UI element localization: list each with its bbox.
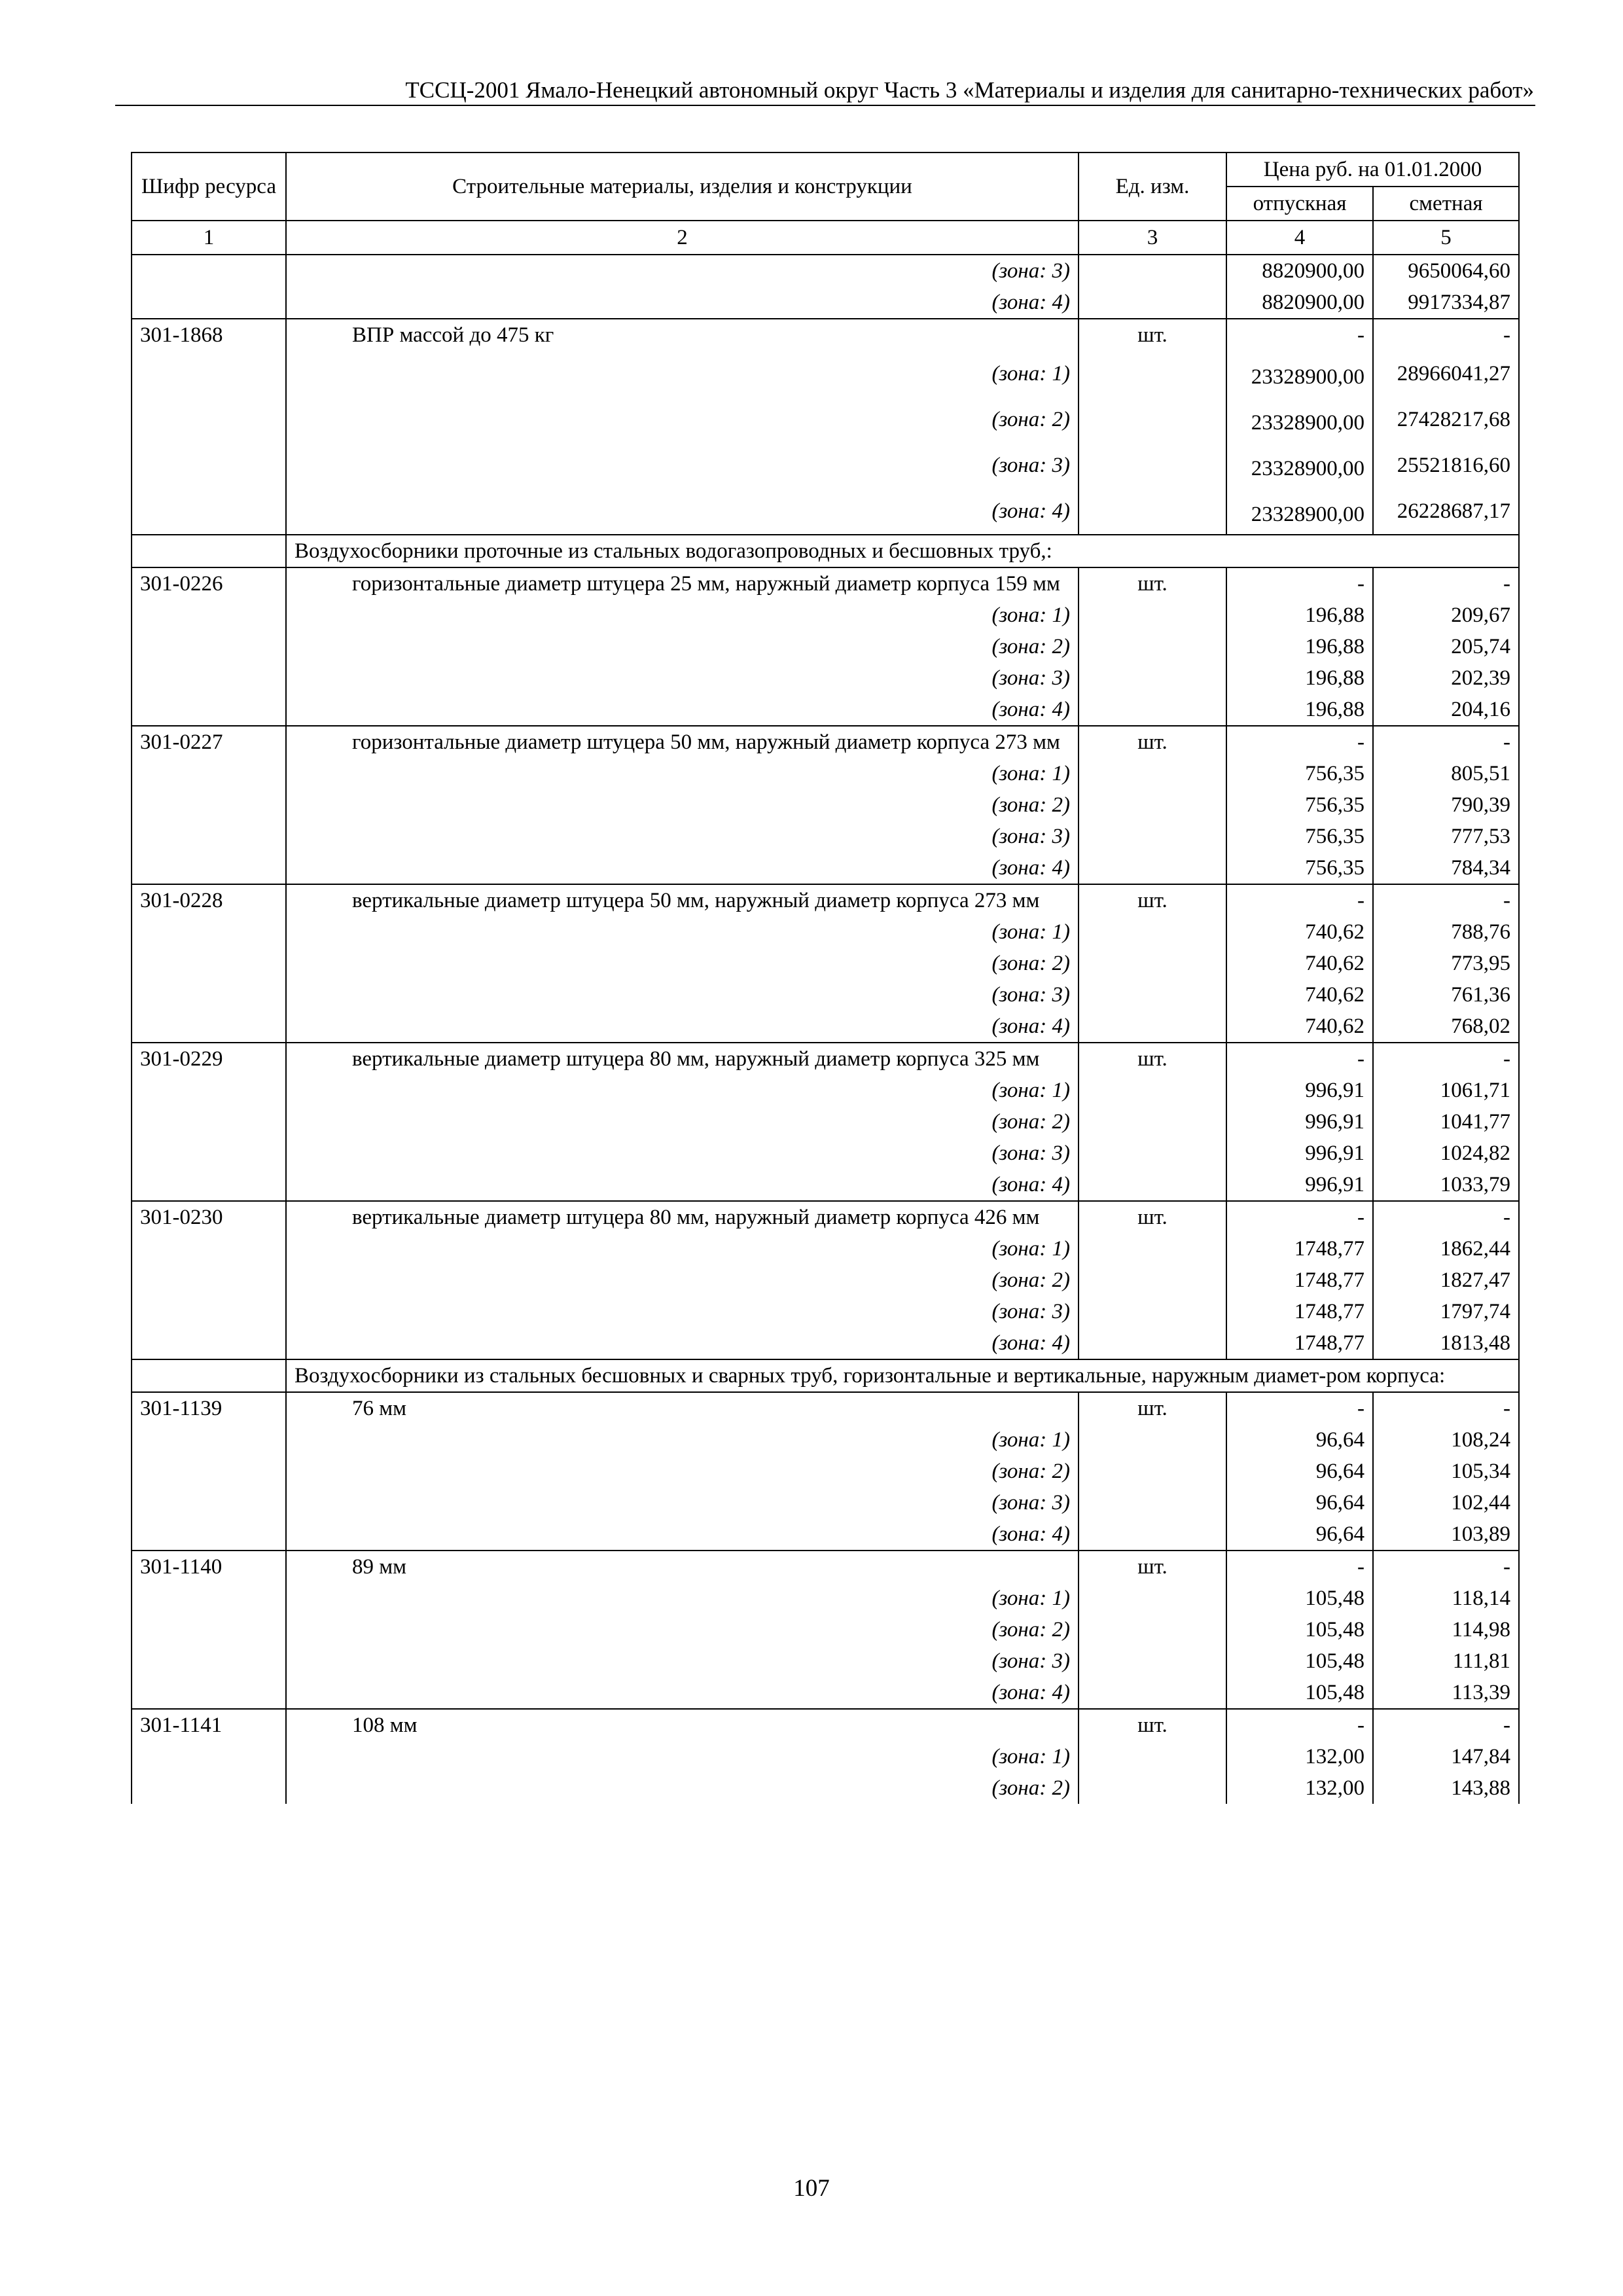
resource-name: ВПР массой до 475 кг bbox=[286, 319, 1079, 351]
estimate-price: 788,76 bbox=[1373, 916, 1519, 948]
zone-label: (зона: 3) bbox=[286, 442, 1079, 488]
estimate-price: 143,88 bbox=[1373, 1772, 1519, 1804]
estimate-price: - bbox=[1373, 567, 1519, 600]
col-number-5: 5 bbox=[1373, 221, 1519, 255]
zone-label: (зона: 4) bbox=[286, 1518, 1079, 1551]
release-price: 996,91 bbox=[1226, 1169, 1373, 1201]
table-row bbox=[132, 1138, 1519, 1169]
resource-code: 301-0230 bbox=[132, 1201, 286, 1233]
estimate-price: 777,53 bbox=[1373, 821, 1519, 852]
resource-code: 301-1139 bbox=[132, 1392, 286, 1424]
zone-label: (зона: 4) bbox=[286, 488, 1079, 535]
estimate-price: 113,39 bbox=[1373, 1677, 1519, 1709]
zone-label: (зона: 2) bbox=[286, 948, 1079, 979]
col-number-3: 3 bbox=[1079, 221, 1226, 255]
table-row bbox=[132, 1709, 1519, 1741]
release-price: - bbox=[1226, 726, 1373, 758]
release-price: 8820900,00 bbox=[1226, 255, 1373, 287]
table-row bbox=[132, 758, 1519, 789]
col-number-2: 2 bbox=[286, 221, 1079, 255]
zone-label: (зона: 2) bbox=[286, 1614, 1079, 1645]
release-price: 196,88 bbox=[1226, 694, 1373, 726]
zone-label: (зона: 2) bbox=[286, 631, 1079, 662]
estimate-price: 26228687,17 bbox=[1373, 488, 1519, 535]
zone-label: (зона: 3) bbox=[286, 255, 1079, 287]
zone-label: (зона: 3) bbox=[286, 662, 1079, 694]
release-price: 756,35 bbox=[1226, 789, 1373, 821]
table-row bbox=[132, 631, 1519, 662]
table-row bbox=[132, 1518, 1519, 1551]
table-row bbox=[132, 884, 1519, 916]
zone-label: (зона: 3) bbox=[286, 1138, 1079, 1169]
release-price: - bbox=[1226, 884, 1373, 916]
estimate-price: - bbox=[1373, 1392, 1519, 1424]
release-price: 23328900,00 bbox=[1226, 397, 1373, 442]
zone-label: (зона: 4) bbox=[286, 852, 1079, 884]
estimate-price: - bbox=[1373, 1709, 1519, 1741]
page-number: 107 bbox=[793, 2175, 830, 2202]
estimate-price: 147,84 bbox=[1373, 1741, 1519, 1772]
estimate-price: 1061,71 bbox=[1373, 1075, 1519, 1106]
col-header-price-group: Цена руб. на 01.01.2000 bbox=[1226, 152, 1519, 187]
table-row bbox=[132, 319, 1519, 351]
table-row bbox=[132, 1645, 1519, 1677]
zone-label: (зона: 4) bbox=[286, 1677, 1079, 1709]
table-row bbox=[132, 1551, 1519, 1583]
table-row bbox=[132, 948, 1519, 979]
section-heading: Воздухосборники из стальных бесшовных и сварных труб, горизонтальные и вертикальные, наружным диамет-ром корпуса: bbox=[286, 1359, 1519, 1392]
release-price: - bbox=[1226, 1392, 1373, 1424]
resource-name: вертикальные диаметр штуцера 80 мм, наружный диаметр корпуса 426 мм bbox=[286, 1201, 1079, 1233]
table-row bbox=[132, 1392, 1519, 1424]
resource-code: 301-0226 bbox=[132, 567, 286, 600]
estimate-price: 1862,44 bbox=[1373, 1233, 1519, 1265]
estimate-price: 805,51 bbox=[1373, 758, 1519, 789]
section-row bbox=[132, 1359, 1519, 1392]
release-price: 105,48 bbox=[1226, 1614, 1373, 1645]
table-row bbox=[132, 852, 1519, 884]
estimate-price: 25521816,60 bbox=[1373, 442, 1519, 488]
zone-label: (зона: 2) bbox=[286, 789, 1079, 821]
unit-cell: шт. bbox=[1079, 1551, 1226, 1583]
release-price: 105,48 bbox=[1226, 1645, 1373, 1677]
table-row bbox=[132, 1043, 1519, 1075]
resource-code: 301-0229 bbox=[132, 1043, 286, 1075]
estimate-price: 9650064,60 bbox=[1373, 255, 1519, 287]
estimate-price: 205,74 bbox=[1373, 631, 1519, 662]
release-price: 96,64 bbox=[1226, 1487, 1373, 1518]
col-header-release: отпускная bbox=[1226, 187, 1373, 221]
release-price: - bbox=[1226, 1551, 1373, 1583]
release-price: - bbox=[1226, 1201, 1373, 1233]
resource-name: горизонтальные диаметр штуцера 50 мм, наружный диаметр корпуса 273 мм bbox=[286, 726, 1079, 758]
zone-label: (зона: 1) bbox=[286, 1424, 1079, 1456]
table-row bbox=[132, 1487, 1519, 1518]
release-price: 96,64 bbox=[1226, 1518, 1373, 1551]
table-row bbox=[132, 694, 1519, 726]
estimate-price: 103,89 bbox=[1373, 1518, 1519, 1551]
unit-cell: шт. bbox=[1079, 884, 1226, 916]
unit-cell: шт. bbox=[1079, 1709, 1226, 1741]
zone-label: (зона: 1) bbox=[286, 1233, 1079, 1265]
estimate-price: 105,34 bbox=[1373, 1456, 1519, 1487]
table-row bbox=[132, 287, 1519, 319]
estimate-price: 773,95 bbox=[1373, 948, 1519, 979]
resource-name: 89 мм bbox=[286, 1551, 1079, 1583]
release-price: 23328900,00 bbox=[1226, 488, 1373, 535]
release-price: - bbox=[1226, 1709, 1373, 1741]
table-row bbox=[132, 1075, 1519, 1106]
table-row bbox=[132, 567, 1519, 600]
release-price: 996,91 bbox=[1226, 1106, 1373, 1138]
col-number-1: 1 bbox=[132, 221, 286, 255]
table-row bbox=[132, 979, 1519, 1011]
release-price: - bbox=[1226, 567, 1373, 600]
estimate-price: 790,39 bbox=[1373, 789, 1519, 821]
release-price: 96,64 bbox=[1226, 1424, 1373, 1456]
zone-label: (зона: 1) bbox=[286, 1583, 1079, 1614]
section-heading: Воздухосборники проточные из стальных водогазопроводных и бесшовных труб,: bbox=[286, 535, 1519, 567]
header-rule bbox=[115, 105, 1535, 106]
estimate-price: 1813,48 bbox=[1373, 1327, 1519, 1359]
resource-name: 108 мм bbox=[286, 1709, 1079, 1741]
release-price: 756,35 bbox=[1226, 852, 1373, 884]
release-price: 740,62 bbox=[1226, 1011, 1373, 1043]
table-row bbox=[132, 255, 1519, 287]
release-price: 756,35 bbox=[1226, 821, 1373, 852]
release-price: 1748,77 bbox=[1226, 1265, 1373, 1296]
zone-label: (зона: 3) bbox=[286, 821, 1079, 852]
estimate-price: 27428217,68 bbox=[1373, 397, 1519, 442]
col-header-unit: Ед. изм. bbox=[1079, 152, 1226, 221]
estimate-price: - bbox=[1373, 1043, 1519, 1075]
release-price: 196,88 bbox=[1226, 600, 1373, 631]
estimate-price: 761,36 bbox=[1373, 979, 1519, 1011]
release-price: 1748,77 bbox=[1226, 1327, 1373, 1359]
col-header-name: Строительные материалы, изделия и конструкции bbox=[286, 152, 1079, 221]
resource-name: вертикальные диаметр штуцера 50 мм, наружный диаметр корпуса 273 мм bbox=[286, 884, 1079, 916]
estimate-price: 209,67 bbox=[1373, 600, 1519, 631]
table-row bbox=[132, 1106, 1519, 1138]
estimate-price: 118,14 bbox=[1373, 1583, 1519, 1614]
table-row bbox=[132, 1741, 1519, 1772]
estimate-price: 768,02 bbox=[1373, 1011, 1519, 1043]
unit-cell: шт. bbox=[1079, 1043, 1226, 1075]
resource-name: вертикальные диаметр штуцера 80 мм, наружный диаметр корпуса 325 мм bbox=[286, 1043, 1079, 1075]
estimate-price: 108,24 bbox=[1373, 1424, 1519, 1456]
release-price: - bbox=[1226, 1043, 1373, 1075]
release-price: 1748,77 bbox=[1226, 1233, 1373, 1265]
estimate-price: - bbox=[1373, 1551, 1519, 1583]
estimate-price: 1024,82 bbox=[1373, 1138, 1519, 1169]
release-price: 740,62 bbox=[1226, 916, 1373, 948]
release-price: 132,00 bbox=[1226, 1772, 1373, 1804]
release-price: 105,48 bbox=[1226, 1583, 1373, 1614]
col-header-code: Шифр ресурса bbox=[132, 152, 286, 221]
table-row bbox=[132, 1614, 1519, 1645]
zone-label: (зона: 1) bbox=[286, 758, 1079, 789]
table-row bbox=[132, 1424, 1519, 1456]
table-row bbox=[132, 1677, 1519, 1709]
table-row bbox=[132, 1233, 1519, 1265]
unit-cell: шт. bbox=[1079, 567, 1226, 600]
estimate-price: - bbox=[1373, 319, 1519, 351]
release-price: 996,91 bbox=[1226, 1075, 1373, 1106]
table-row bbox=[132, 1456, 1519, 1487]
zone-label: (зона: 1) bbox=[286, 351, 1079, 397]
zone-label: (зона: 4) bbox=[286, 694, 1079, 726]
table-row bbox=[132, 1583, 1519, 1614]
section-row bbox=[132, 535, 1519, 567]
unit-cell: шт. bbox=[1079, 1201, 1226, 1233]
resource-code: 301-0227 bbox=[132, 726, 286, 758]
estimate-price: 784,34 bbox=[1373, 852, 1519, 884]
zone-label: (зона: 2) bbox=[286, 1772, 1079, 1804]
table-row bbox=[132, 789, 1519, 821]
zone-label: (зона: 4) bbox=[286, 1169, 1079, 1201]
zone-label: (зона: 2) bbox=[286, 1456, 1079, 1487]
estimate-price: 1033,79 bbox=[1373, 1169, 1519, 1201]
estimate-price: 9917334,87 bbox=[1373, 287, 1519, 319]
resource-name: горизонтальные диаметр штуцера 25 мм, наружный диаметр корпуса 159 мм bbox=[286, 567, 1079, 600]
release-price: 23328900,00 bbox=[1226, 442, 1373, 488]
table-row bbox=[132, 1265, 1519, 1296]
release-price: 996,91 bbox=[1226, 1138, 1373, 1169]
estimate-price: 114,98 bbox=[1373, 1614, 1519, 1645]
zone-label: (зона: 1) bbox=[286, 1741, 1079, 1772]
estimate-price: - bbox=[1373, 726, 1519, 758]
table-row bbox=[132, 1011, 1519, 1043]
estimate-price: 202,39 bbox=[1373, 662, 1519, 694]
release-price: 740,62 bbox=[1226, 948, 1373, 979]
release-price: 8820900,00 bbox=[1226, 287, 1373, 319]
release-price: 23328900,00 bbox=[1226, 351, 1373, 397]
estimate-price: - bbox=[1373, 884, 1519, 916]
unit-cell: шт. bbox=[1079, 319, 1226, 351]
zone-label: (зона: 4) bbox=[286, 1327, 1079, 1359]
zone-label: (зона: 1) bbox=[286, 1075, 1079, 1106]
release-price: 1748,77 bbox=[1226, 1296, 1373, 1327]
unit-cell: шт. bbox=[1079, 726, 1226, 758]
resource-code: 301-0228 bbox=[132, 884, 286, 916]
price-table bbox=[131, 152, 1520, 1804]
zone-label: (зона: 3) bbox=[286, 1296, 1079, 1327]
zone-label: (зона: 3) bbox=[286, 979, 1079, 1011]
estimate-price: 204,16 bbox=[1373, 694, 1519, 726]
table-row bbox=[132, 600, 1519, 631]
zone-label: (зона: 2) bbox=[286, 1265, 1079, 1296]
release-price: - bbox=[1226, 319, 1373, 351]
estimate-price: 1797,74 bbox=[1373, 1296, 1519, 1327]
release-price: 196,88 bbox=[1226, 662, 1373, 694]
table-row bbox=[132, 488, 1519, 535]
resource-name: 76 мм bbox=[286, 1392, 1079, 1424]
table-row bbox=[132, 1327, 1519, 1359]
table-row bbox=[132, 1296, 1519, 1327]
table-row bbox=[132, 1772, 1519, 1804]
release-price: 756,35 bbox=[1226, 758, 1373, 789]
table-row bbox=[132, 1169, 1519, 1201]
table-row bbox=[132, 821, 1519, 852]
estimate-price: 111,81 bbox=[1373, 1645, 1519, 1677]
unit-cell: шт. bbox=[1079, 1392, 1226, 1424]
estimate-price: 102,44 bbox=[1373, 1487, 1519, 1518]
estimate-price: 1041,77 bbox=[1373, 1106, 1519, 1138]
release-price: 96,64 bbox=[1226, 1456, 1373, 1487]
table-row bbox=[132, 351, 1519, 397]
zone-label: (зона: 4) bbox=[286, 1011, 1079, 1043]
table-row bbox=[132, 916, 1519, 948]
resource-code: 301-1140 bbox=[132, 1551, 286, 1583]
zone-label: (зона: 4) bbox=[286, 287, 1079, 319]
col-number-4: 4 bbox=[1226, 221, 1373, 255]
resource-code: 301-1141 bbox=[132, 1709, 286, 1741]
zone-label: (зона: 2) bbox=[286, 397, 1079, 442]
release-price: 196,88 bbox=[1226, 631, 1373, 662]
table-row bbox=[132, 442, 1519, 488]
resource-code: 301-1868 bbox=[132, 319, 286, 351]
zone-label: (зона: 1) bbox=[286, 600, 1079, 631]
col-header-estimate: сметная bbox=[1373, 187, 1519, 221]
zone-label: (зона: 3) bbox=[286, 1645, 1079, 1677]
release-price: 105,48 bbox=[1226, 1677, 1373, 1709]
release-price: 740,62 bbox=[1226, 979, 1373, 1011]
table-row bbox=[132, 662, 1519, 694]
table-row bbox=[132, 1201, 1519, 1233]
estimate-price: - bbox=[1373, 1201, 1519, 1233]
zone-label: (зона: 1) bbox=[286, 916, 1079, 948]
estimate-price: 28966041,27 bbox=[1373, 351, 1519, 397]
running-header: ТССЦ-2001 Ямало-Ненецкий автономный округ Часть 3 «Материалы и изделия для санитарно-технических работ» bbox=[405, 77, 1534, 103]
release-price: 132,00 bbox=[1226, 1741, 1373, 1772]
zone-label: (зона: 2) bbox=[286, 1106, 1079, 1138]
zone-label: (зона: 3) bbox=[286, 1487, 1079, 1518]
estimate-price: 1827,47 bbox=[1373, 1265, 1519, 1296]
table-row bbox=[132, 397, 1519, 442]
table-row bbox=[132, 726, 1519, 758]
